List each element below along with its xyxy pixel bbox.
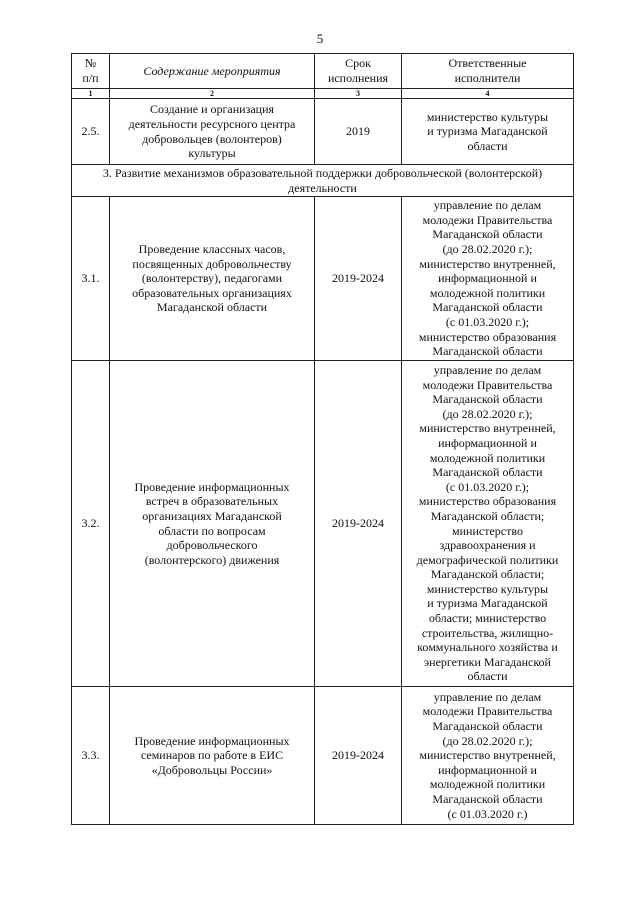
- row-content: Проведение информационных встреч в образовательных организациях Магаданской области по вопросам добровольческого (волонтерского) движения: [110, 361, 315, 687]
- row-number: 2.5.: [72, 99, 110, 165]
- header-content: Содержание мероприятия: [110, 54, 315, 89]
- row-number: 3.3.: [72, 687, 110, 825]
- row-responsible: управление по делам молодежи Правительства Магаданской области (до 28.02.2020 г.); министерство внутренней, информационной и молодежной политики Магаданской области (с 01.03.2020 г.): [402, 687, 574, 825]
- section-row: [72, 165, 574, 197]
- row-term: 2019-2024: [315, 687, 402, 825]
- row-number: 3.2.: [72, 361, 110, 687]
- header-responsible: Ответственные исполнители: [402, 54, 574, 89]
- header-row: [72, 54, 574, 89]
- row-responsible: управление по делам молодежи Правительства Магаданской области (до 28.02.2020 г.); министерство внутренней, информационной и молодежной политики Магаданской области (с 01.03.2020 г.); министерство образования Магаданской области; министерство здравоохранения и демографической политики Магаданской области; министерство культуры и туризма Магаданской области; министерство строительства, жилищно- коммунального хозяйства и энергетики Магаданской области: [402, 361, 574, 687]
- row-content: Создание и организация деятельности ресурсного центра добровольцев (волонтеров) культуры: [110, 99, 315, 165]
- table-row: [72, 687, 574, 825]
- column-number: 1: [72, 89, 110, 99]
- column-number: 4: [402, 89, 574, 99]
- table-row: [72, 99, 574, 165]
- row-responsible: министерство культуры и туризма Магаданской области: [402, 99, 574, 165]
- row-content: Проведение классных часов, посвященных добровольчеству (волонтерству), педагогами образовательных организациях Магаданской области: [110, 197, 315, 361]
- plan-table: [71, 53, 574, 825]
- row-number: 3.1.: [72, 197, 110, 361]
- row-term: 2019: [315, 99, 402, 165]
- row-term: 2019-2024: [315, 197, 402, 361]
- table-row: [72, 197, 574, 361]
- row-content: Проведение информационных семинаров по работе в ЕИС «Добровольцы России»: [110, 687, 315, 825]
- header-num: № п/п: [72, 54, 110, 89]
- row-responsible: управление по делам молодежи Правительства Магаданской области (до 28.02.2020 г.); министерство внутренней, информационной и молодежной политики Магаданской области (с 01.03.2020 г.); министерство образования Магаданской области: [402, 197, 574, 361]
- row-term: 2019-2024: [315, 361, 402, 687]
- header-term: Срок исполнения: [315, 54, 402, 89]
- table-row: [72, 361, 574, 687]
- column-numbers-row: [72, 89, 574, 99]
- section-title: 3. Развитие механизмов образовательной поддержки добровольческой (волонтерской) деятельности: [72, 165, 574, 197]
- column-number: 3: [315, 89, 402, 99]
- column-number: 2: [110, 89, 315, 99]
- page-number: 5: [316, 31, 324, 46]
